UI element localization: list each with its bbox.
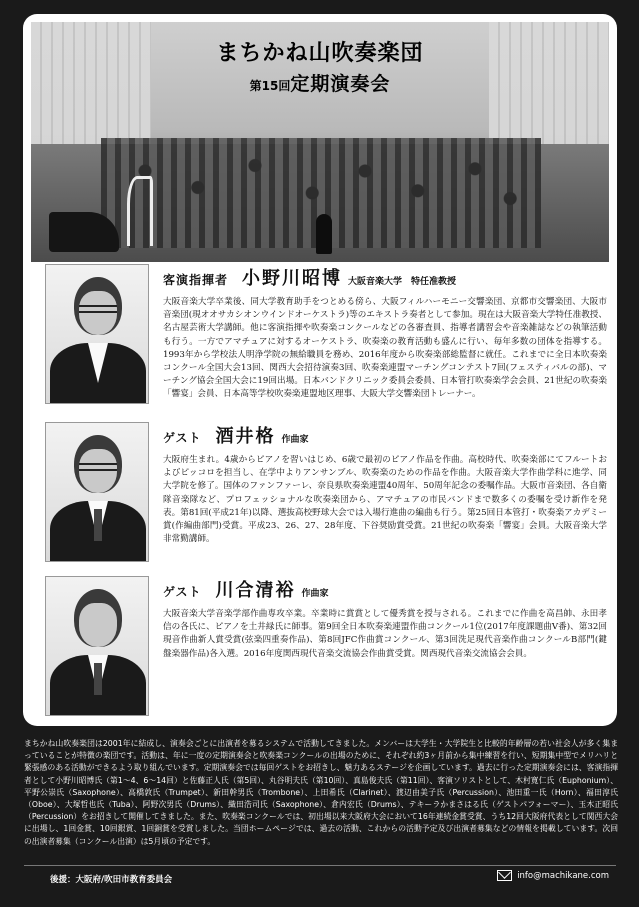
email-text[interactable]: info@machikane.com <box>517 870 609 881</box>
poster-card <box>23 14 617 726</box>
performer-role: ゲスト <box>163 431 202 445</box>
performer-photo <box>45 576 149 716</box>
concert-number: 第15回 <box>249 79 291 93</box>
performer-role: ゲスト <box>163 585 202 599</box>
performer-info <box>163 576 607 661</box>
performer-info <box>163 264 607 402</box>
glasses-icon <box>79 463 117 471</box>
performer-affiliation: 作曲家 <box>281 435 309 445</box>
sponsor-text: 後援：大阪府/吹田市教育委員会 <box>50 875 173 885</box>
performer-name: 小野川昭博 <box>242 268 343 289</box>
glasses-icon <box>79 305 117 313</box>
poster-heading <box>31 36 609 96</box>
band-description: まちかね山吹奏楽団は2001年に結成し、演奏会ごとに出演者を募るシステムで活動してきました。メンバーは大学生・大学院生と比較的年齢層の若い社会人が多く集まっていることが特徴の楽団です。活動は、年に一度の定期演奏会と吹奏楽コンクールの出場のために、それぞれ約3ヶ月前から集中練習を行い、短期集中型でメリハリと緊張感のある活動ができるよう取り組んでいます。定期演奏会では毎回ゲストをお招きし、魅力あるステージを企画しています。過去に行った定期演奏会には、客演指揮者として小野川昭博氏（第1〜4、6〜14回）と佐藤正人氏（第5回）、丸谷明夫氏（第10回）、真島俊夫氏（第11回）、客演ソリストとして、木村寛仁氏（Euphonium）、平野公崇氏（Saxophone）、高橋敦氏（Trumpet）、新田幹男氏（Trombone）、上田希氏（Clarinet）、渡辺由美子氏（Percussion）、池田重一氏（Horn）、福田淳氏（Oboe）、大塚哲也氏（Tuba）、阿野次男氏（Drums）、織田浩司氏（Saxophone）、倉内宏氏（Drums）、テキーラかまさはる氏（ゲストパフォーマー）、玉木正昭氏（Percussion）をお招きして開催してきました。また、吹奏楽コンクールでは、初出場以来大阪府大会において16年連続金賞受賞、うち12回大阪府代表として関西大会に出場し、1回金賞、10回銀賞、1回銅賞を受賞しました。当団ホームページでは、過去の活動、これからの活動予定及び出演者募集などの情報を掲載しています。次回の出演者募集（コンクール出演）は5月頃の予定です。 <box>24 739 618 846</box>
performer-info <box>163 422 607 546</box>
performer-bio: 大阪音楽大学音楽学部作曲専攻卒業。卒業時に賞賞として優秀賞を授与される。これまでに作曲を高昌帥、永田孝信の各氏に、ピアノを土井緑氏に師事。第9回全日本吹奏楽連盟作曲コンクール1位(2017年度課題曲Ⅴ番)、第32回現音作曲新人賞受賞(弦楽四重奏作品)、第8回JFC作曲賞コンクール、第3回洗足現代音楽作曲コンクールB部門(鍵盤楽器作品)各入選。2016年度関西現代音楽交流協会作曲賞受賞。関西現代音楽交流協会会員。 <box>163 609 607 659</box>
performer-role: 客演指揮者 <box>163 273 229 287</box>
performer-photo <box>45 264 149 404</box>
performer-bio: 大阪府生まれ。4歳からピアノを習いはじめ、6歳で最初のピアノ作品を作曲。高校時代、吹奏楽部にてフルートおよびピッコロを担当し、在学中よりアンサンブル、吹奏楽のための作品を作曲。大阪音楽大学作曲学科に進学、同大学院を修了。国体のファンファーレ、奈良県吹奏楽連盟40周年、50周年記念の委嘱作品。大阪市音楽団、各自衛隊音楽隊など、プロフェッショナルな吹奏楽団から、アマチュアの市民バンドまで数多くの委嘱を受け新作を発表。第81回(平成21年)以降、選抜高校野球大会では入場行進曲の編曲も行う。第25回日本管打・吹奏楽アカデミー賞(作編曲部門)受賞。平成23、26、27、28年度、下谷奨励賞受賞。21世紀の吹奏楽「響宴」会員。大阪音楽大学非常勤講師。 <box>163 455 607 545</box>
concert-title <box>31 69 609 96</box>
performer-bio: 大阪音楽大学卒業後、同大学教育助手をつとめる傍ら、大阪フィルハーモニー交響楽団、京都市交響楽団、大阪市音楽団(現オオサカシオンウインドオーケストラ)等のエキストラ奏者として参加。現在は大阪音楽大学特任准教授、名古屋芸術大学講師。他に客演指揮や吹奏楽コンクールなどの各審査員、指導者講習会や音楽雑誌などの執筆活動も行う。一方でアマチュアに対するオーケストラ、吹奏楽の教育活動も盛んに行い、毎年多数の団体を指導する。1993年から学校法人明浄学院の無給職員を務め、2016年度から吹奏楽部総監督に就任。これまでに全日本吹奏楽コンクール全国大会13回、関西大会招待演奏3回、吹奏楽連盟マーチングコンテスト7回(フェスティバルの部)、マーチング協会全国大会に19回出場。日本バンドクリニック委員会委員、日本管打吹奏楽学会会員、21世紀の吹奏楽「響宴」会員、日本高等学校吹奏楽連盟地区理事、大阪大学交響楽団トレーナー。 <box>163 297 607 400</box>
harp-shape <box>127 176 153 246</box>
concert-name: 定期演奏会 <box>290 73 391 95</box>
contact-email[interactable] <box>497 870 609 881</box>
concert-photo <box>31 22 609 262</box>
performer-photo <box>45 422 149 562</box>
performer-name: 酒井格 <box>215 426 276 447</box>
conductor-figure <box>316 214 332 254</box>
mail-icon <box>497 870 512 881</box>
performer-affiliation: 大阪音楽大学 特任准教授 <box>348 277 457 287</box>
footer-divider <box>24 865 616 866</box>
performer-name: 川合清裕 <box>215 580 296 601</box>
performer-affiliation: 作曲家 <box>301 589 329 599</box>
band-name: まちかね山吹奏楽団 <box>216 41 424 66</box>
